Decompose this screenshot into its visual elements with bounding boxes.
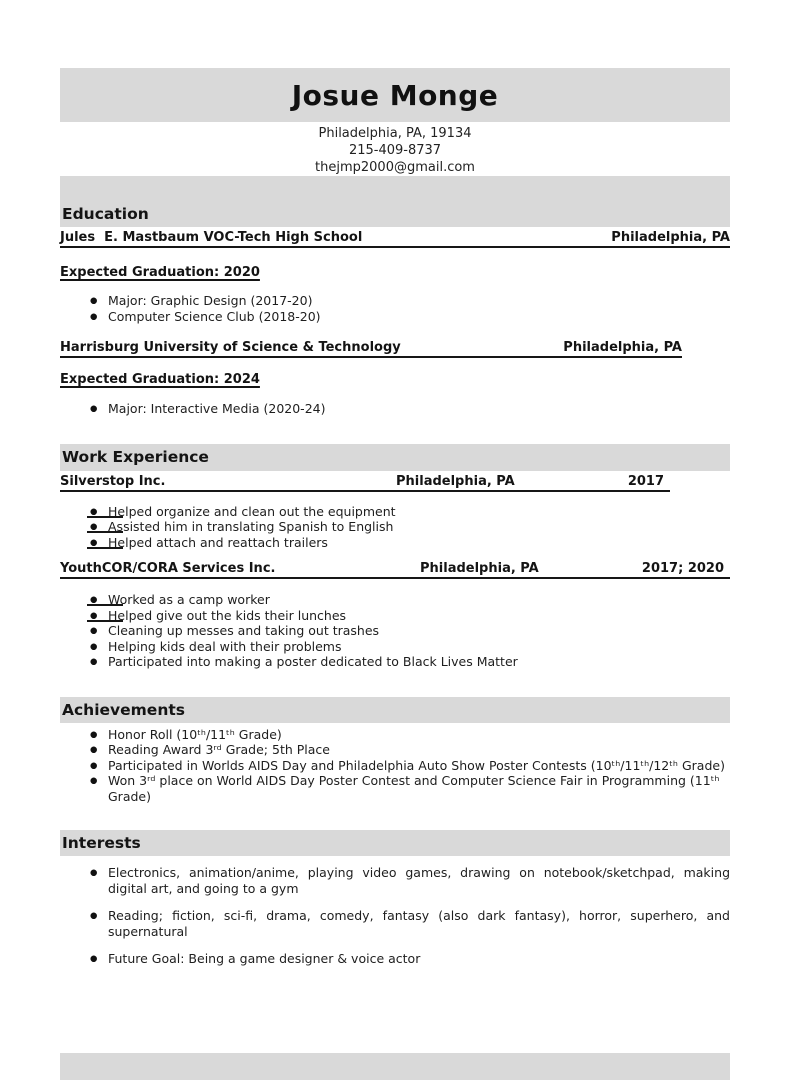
school-name: Jules E. Mastbaum VOC-Tech High School (60, 230, 363, 245)
list-item: ● Participated in Worlds AIDS Day and Philadelphia Auto Show Poster Contests (10ᵗʰ/11ᵗʰ/12ᵗʰ Grade) (60, 758, 730, 774)
youthcor-bullets (60, 592, 730, 670)
list-item: ● Helped organize and clean out the equipment (60, 504, 730, 520)
achievements-section-band (60, 697, 730, 723)
school-location: Philadelphia, PA (611, 230, 730, 245)
school-row-mastbaum (60, 229, 730, 248)
list-item: ● Reading; fiction, sci-fi, drama, comedy, fantasy (also dark fantasy), horror, superhero, and supernatural (60, 908, 730, 939)
list-item: ● Major: Interactive Media (2020-24) (60, 401, 730, 417)
contact-address: Philadelphia, PA, 19134 (318, 126, 472, 141)
list-item: ● Cleaning up messes and taking out trashes (60, 623, 730, 639)
list-item: ● Computer Science Club (2018-20) (60, 309, 730, 325)
job-years: 2017 (627, 473, 664, 489)
interests-section-band (60, 830, 730, 856)
list-item: ● Reading Award 3ʳᵈ Grade; 5th Place (60, 742, 730, 758)
interests-bullets (60, 865, 730, 967)
bottom-empty-band (60, 1053, 730, 1080)
contact-phone: 215-409-8737 (348, 143, 442, 158)
school-location: Philadelphia, PA (563, 340, 682, 355)
silverstop-bullets (60, 504, 730, 551)
school-name: Harrisburg University of Science & Technology (60, 340, 401, 355)
achievements-section-title: Achievements (62, 700, 185, 719)
list-item: ● Helped attach and reattach trailers (60, 535, 730, 551)
job-location: Philadelphia, PA (396, 473, 515, 489)
list-item: ● Worked as a camp worker (60, 592, 730, 608)
list-item: ● Major: Graphic Design (2017-20) (60, 293, 730, 309)
graduation-2024: Expected Graduation: 2024 (60, 372, 260, 387)
school-row-harrisburg (60, 339, 682, 358)
job-company: YouthCOR/CORA Services Inc. (60, 561, 276, 576)
interests-section-title: Interests (62, 834, 141, 852)
work-section-title: Work Experience (62, 448, 209, 466)
list-item: ● Won 3ʳᵈ place on World AIDS Day Poster Contest and Computer Science Fair in Programming (11ᵗʰ Grade) (60, 773, 730, 804)
graduation-2020: Expected Graduation: 2020 (60, 265, 260, 280)
work-section-band (60, 444, 730, 471)
person-name: Josue Monge (291, 78, 499, 112)
job-row-youthcor (60, 560, 730, 579)
resume-page (0, 68, 791, 1092)
list-item: ● Honor Roll (10ᵗʰ/11ᵗʰ Grade) (60, 727, 730, 743)
mastbaum-bullets (60, 293, 730, 324)
list-item: ● Participated into making a poster dedicated to Black Lives Matter (60, 654, 730, 670)
harrisburg-bullets (60, 401, 730, 417)
list-item: ● Helping kids deal with their problems (60, 639, 730, 655)
achievements-bullets (60, 727, 730, 805)
contact-block (60, 122, 730, 176)
list-item: ● Helped give out the kids their lunches (60, 608, 730, 624)
job-company: Silverstop Inc. (60, 473, 166, 489)
education-section-title: Education (62, 205, 149, 223)
list-item: ● Future Goal: Being a game designer & voice actor (60, 951, 730, 967)
education-section-band (60, 176, 730, 227)
list-item: ● Electronics, animation/anime, playing video games, drawing on notebook/sketchpad, making digital art, and going to a gym (60, 865, 730, 896)
contact-email: thejmp2000@gmail.com (315, 160, 475, 175)
job-years: 2017; 2020 (641, 561, 724, 576)
job-location: Philadelphia, PA (420, 561, 539, 576)
name-header-band (60, 68, 730, 122)
job-row-silverstop (60, 473, 670, 492)
list-item: ● Assisted him in translating Spanish to English (60, 519, 730, 535)
